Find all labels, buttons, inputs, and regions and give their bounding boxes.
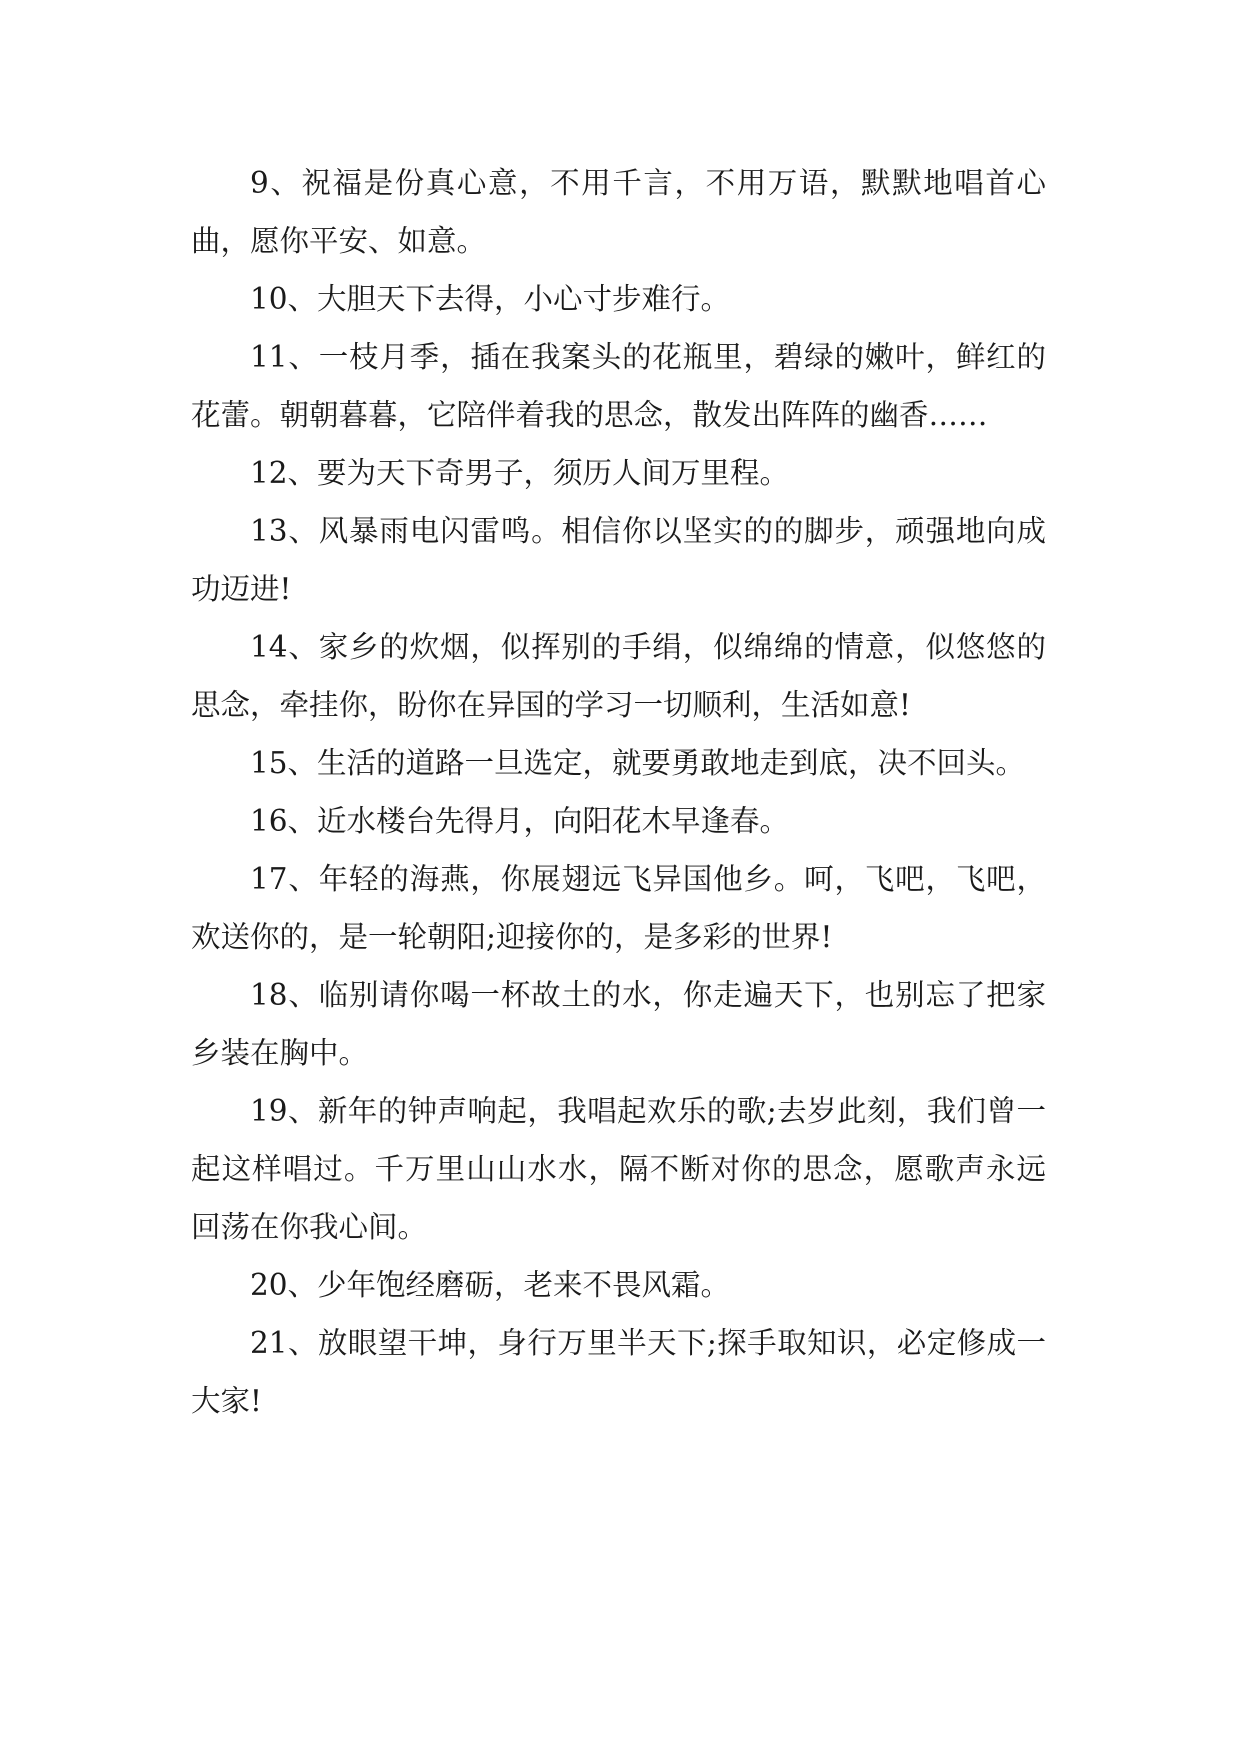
paragraph-11: 11、一枝月季，插在我案头的花瓶里，碧绿的嫩叶，鲜红的花蕾。朝朝暮暮，它陪伴着我的思念，散发出阵阵的幽香…… bbox=[191, 340, 1046, 432]
paragraph-21: 21、放眼望干坤，身行万里半天下;探手取知识，必定修成一大家! bbox=[191, 1326, 1046, 1418]
paragraph-18: 18、临别请你喝一杯故土的水，你走遍天下，也别忘了把家乡装在胸中。 bbox=[191, 978, 1046, 1070]
paragraph-10: 10、大胆天下去得，小心寸步难行。 bbox=[250, 282, 731, 316]
paragraph-12: 12、要为天下奇男子，须历人间万里程。 bbox=[250, 456, 790, 490]
paragraph-14: 14、家乡的炊烟，似挥别的手绢，似绵绵的情意，似悠悠的思念，牵挂你，盼你在异国的学习一切顺利，生活如意! bbox=[191, 630, 1046, 722]
paragraph-15: 15、生活的道路一旦选定，就要勇敢地走到底，决不回头。 bbox=[250, 746, 1026, 780]
paragraph-19: 19、新年的钟声响起，我唱起欢乐的歌;去岁此刻，我们曾一起这样唱过。千万里山山水水，隔不断对你的思念，愿歌声永远回荡在你我心间。 bbox=[191, 1094, 1046, 1244]
paragraph-17: 17、年轻的海燕，你展翅远飞异国他乡。呵，飞吧，飞吧，欢送你的，是一轮朝阳;迎接你的，是多彩的世界! bbox=[191, 862, 1046, 954]
paragraph-16: 16、近水楼台先得月，向阳花木早逢春。 bbox=[250, 804, 790, 838]
paragraph-9: 9、祝福是份真心意，不用千言，不用万语，默默地唱首心曲，愿你平安、如意。 bbox=[191, 166, 1046, 258]
paragraph-13: 13、风暴雨电闪雷鸣。相信你以坚实的的脚步，顽强地向成功迈进! bbox=[191, 514, 1046, 606]
document-body bbox=[191, 154, 1046, 1430]
paragraph-20: 20、少年饱经磨砺，老来不畏风霜。 bbox=[250, 1268, 731, 1302]
